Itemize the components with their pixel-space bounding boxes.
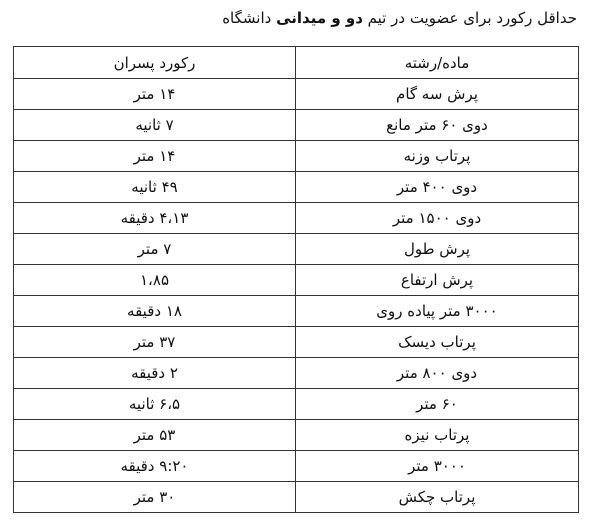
subject-cell: ۶۰ متر [296,389,579,420]
table-row [14,203,579,234]
subject-cell: دوی ۴۰۰ متر [296,172,579,203]
table-row [14,420,579,451]
table-row [14,451,579,482]
record-cell: ۱۴ متر [14,79,296,110]
record-cell: ۳۰ متر [14,482,296,513]
table-row [14,327,579,358]
table-row [14,265,579,296]
subject-cell: پرتاب دیسک [296,327,579,358]
table-row [14,172,579,203]
table-row [14,141,579,172]
record-cell: ۲ دقیقه [14,358,296,389]
table-caption [14,6,577,30]
header-subject: ماده/رشته [296,47,579,79]
record-cell: ۵۳ متر [14,420,296,451]
subject-cell: پرتاب وزنه [296,141,579,172]
subject-cell: پرش ارتفاع [296,265,579,296]
table-row [14,79,579,110]
subject-cell: دوی ۸۰۰ متر [296,358,579,389]
subject-cell: دوی ۱۵۰۰ متر [296,203,579,234]
table-row [14,110,579,141]
record-cell: ۱،۸۵ [14,265,296,296]
subject-cell: پرتاب نیزه [296,420,579,451]
record-cell: ۳۷ متر [14,327,296,358]
subject-cell: دوی ۶۰ متر مانع [296,110,579,141]
record-cell: ۷ متر [14,234,296,265]
record-cell: ۴۹ ثانیه [14,172,296,203]
table-row [14,296,579,327]
table-row [14,358,579,389]
record-cell: ۹:۲۰ دقیقه [14,451,296,482]
record-cell: ۴،۱۳ دقیقه [14,203,296,234]
header-row [14,47,579,79]
record-cell: ۱۸ دقیقه [14,296,296,327]
table-row [14,234,579,265]
subject-cell: پرش طول [296,234,579,265]
subject-cell: ۳۰۰۰ متر پیاده روی [296,296,579,327]
subject-cell: پرش سه گام [296,79,579,110]
caption-text-end: دانشگاه [222,9,277,27]
header-boys-record: رکورد پسران [14,47,296,79]
record-cell: ۷ ثانیه [14,110,296,141]
table-row [14,389,579,420]
records-table [13,46,579,513]
record-cell: ۶،۵ ثانیه [14,389,296,420]
subject-cell: ۳۰۰۰ متر [296,451,579,482]
caption-text-start: حداقل رکورد برای عضویت در تیم [362,9,577,27]
caption-team-name: دو و میدانی [276,9,363,27]
table-row [14,482,579,513]
subject-cell: پرتاب چکش [296,482,579,513]
record-cell: ۱۴ متر [14,141,296,172]
